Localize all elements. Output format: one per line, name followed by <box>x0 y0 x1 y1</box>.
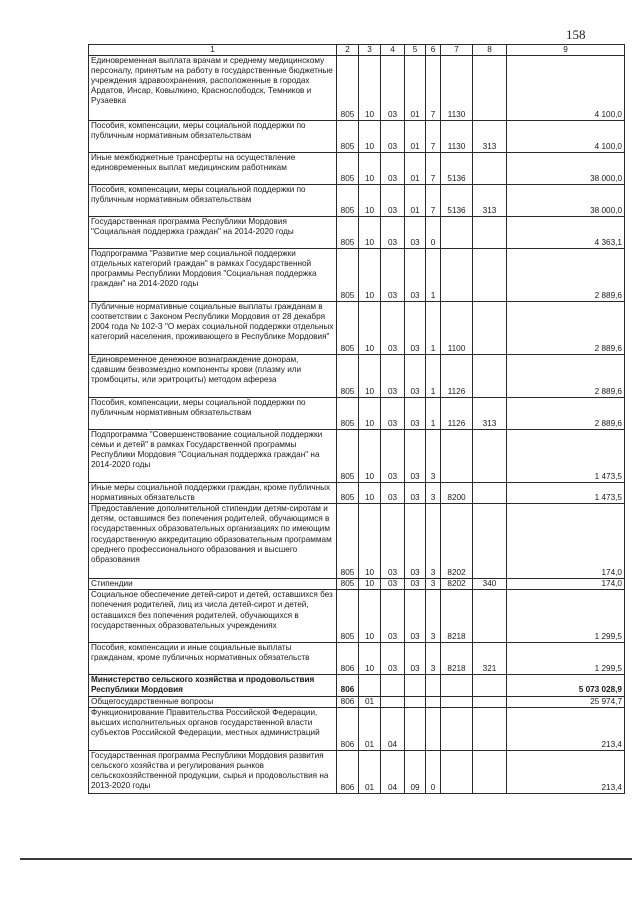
table-row <box>89 675 625 696</box>
subprogram-code-cell: 3 <box>426 483 441 504</box>
subsection-code-cell <box>381 696 405 707</box>
expense-type-code-cell <box>473 217 507 249</box>
subprogram-code-cell: 1 <box>426 398 441 430</box>
target-code-cell: 1130 <box>441 121 473 153</box>
subsection-code-cell: 04 <box>381 707 405 750</box>
table-row <box>89 217 625 249</box>
row-name-cell: Стипендии <box>89 579 337 590</box>
target-code-cell <box>441 750 473 793</box>
subprogram-code-cell: 7 <box>426 56 441 121</box>
subsection-code-cell: 03 <box>381 398 405 430</box>
column-header: 8 <box>473 45 507 56</box>
row-name-cell: Пособия, компенсации, меры социальной поддержки по публичным нормативным обязательствам <box>89 185 337 217</box>
expense-type-code-cell <box>473 302 507 355</box>
target-code-cell <box>441 675 473 696</box>
expense-type-code-cell <box>473 249 507 302</box>
admin-code-cell: 805 <box>337 121 359 153</box>
subprogram-code-cell: 0 <box>426 217 441 249</box>
program-code-cell <box>405 675 426 696</box>
amount-cell: 38 000,0 <box>507 153 625 185</box>
column-header: 1 <box>89 45 337 56</box>
admin-code-cell: 805 <box>337 217 359 249</box>
target-code-cell <box>441 707 473 750</box>
table-row <box>89 579 625 590</box>
subprogram-code-cell: 7 <box>426 185 441 217</box>
section-code-cell: 10 <box>359 217 381 249</box>
table-row <box>89 302 625 355</box>
program-code-cell: 03 <box>405 590 426 643</box>
admin-code-cell: 806 <box>337 643 359 675</box>
subprogram-code-cell: 3 <box>426 643 441 675</box>
amount-cell: 38 000,0 <box>507 185 625 217</box>
section-code-cell: 10 <box>359 504 381 579</box>
row-name-cell: Пособия, компенсации, меры социальной поддержки по публичным нормативным обязательствам <box>89 398 337 430</box>
target-code-cell <box>441 217 473 249</box>
row-name-cell: Пособия, компенсации, меры социальной поддержки по публичным нормативным обязательствам <box>89 121 337 153</box>
subprogram-code-cell <box>426 675 441 696</box>
row-name-cell: Подпрограмма "Совершенствование социальной поддержки семьи и детей" в рамках Государственной программы Республики Мордовия "Социальная поддержка граждан" на 2014-2020 годы <box>89 430 337 483</box>
subsection-code-cell: 03 <box>381 121 405 153</box>
table-row <box>89 153 625 185</box>
admin-code-cell: 806 <box>337 696 359 707</box>
program-code-cell: 01 <box>405 121 426 153</box>
row-name-cell: Государственная программа Республики Мордовия развития сельского хозяйства и регулирования рынков сельскохозяйственной продукции, сырья и продовольствия на 2013-2020 годы <box>89 750 337 793</box>
target-code-cell <box>441 696 473 707</box>
program-code-cell: 03 <box>405 430 426 483</box>
row-name-cell: Единовременное денежное вознаграждение донорам, сдавшим безвозмездно компоненты крови (плазму или тромбоциты, или эритроциты) методом афереза <box>89 355 337 398</box>
program-code-cell: 03 <box>405 643 426 675</box>
subprogram-code-cell: 1 <box>426 302 441 355</box>
amount-cell: 5 073 028,9 <box>507 675 625 696</box>
subprogram-code-cell: 7 <box>426 121 441 153</box>
expense-type-code-cell <box>473 696 507 707</box>
program-code-cell: 03 <box>405 483 426 504</box>
section-code-cell: 10 <box>359 355 381 398</box>
target-code-cell: 8202 <box>441 579 473 590</box>
target-code-cell: 1126 <box>441 355 473 398</box>
expense-type-code-cell <box>473 483 507 504</box>
program-code-cell: 01 <box>405 153 426 185</box>
program-code-cell: 01 <box>405 56 426 121</box>
subsection-code-cell: 04 <box>381 750 405 793</box>
admin-code-cell: 805 <box>337 430 359 483</box>
subsection-code-cell <box>381 675 405 696</box>
column-header: 3 <box>359 45 381 56</box>
program-code-cell: 09 <box>405 750 426 793</box>
section-code-cell: 10 <box>359 430 381 483</box>
program-code-cell: 01 <box>405 185 426 217</box>
table-row <box>89 185 625 217</box>
table-row <box>89 56 625 121</box>
section-code-cell: 10 <box>359 590 381 643</box>
expense-type-code-cell: 321 <box>473 643 507 675</box>
target-code-cell: 8200 <box>441 483 473 504</box>
amount-cell: 2 889,6 <box>507 398 625 430</box>
target-code-cell <box>441 430 473 483</box>
subsection-code-cell: 03 <box>381 355 405 398</box>
table-body <box>89 56 625 794</box>
section-code-cell: 10 <box>359 121 381 153</box>
target-code-cell: 5136 <box>441 153 473 185</box>
subsection-code-cell: 03 <box>381 590 405 643</box>
admin-code-cell: 805 <box>337 579 359 590</box>
expense-type-code-cell: 313 <box>473 121 507 153</box>
table-row <box>89 590 625 643</box>
program-code-cell <box>405 707 426 750</box>
section-code-cell: 01 <box>359 707 381 750</box>
table-row <box>89 398 625 430</box>
subsection-code-cell: 03 <box>381 483 405 504</box>
section-code-cell: 10 <box>359 249 381 302</box>
program-code-cell: 03 <box>405 302 426 355</box>
admin-code-cell: 805 <box>337 398 359 430</box>
subprogram-code-cell: 3 <box>426 504 441 579</box>
target-code-cell: 1130 <box>441 56 473 121</box>
column-header: 2 <box>337 45 359 56</box>
row-name-cell: Пособия, компенсации и иные социальные выплаты гражданам, кроме публичных нормативных обязательств <box>89 643 337 675</box>
row-name-cell: Общегосударственные вопросы <box>89 696 337 707</box>
expense-type-code-cell: 313 <box>473 398 507 430</box>
expense-type-code-cell <box>473 355 507 398</box>
row-name-cell: Иные меры социальной поддержки граждан, кроме публичных нормативных обязательств <box>89 483 337 504</box>
admin-code-cell: 806 <box>337 707 359 750</box>
table-row <box>89 483 625 504</box>
column-header: 6 <box>426 45 441 56</box>
expense-type-code-cell <box>473 750 507 793</box>
expense-type-code-cell <box>473 153 507 185</box>
admin-code-cell: 805 <box>337 504 359 579</box>
subprogram-code-cell: 7 <box>426 153 441 185</box>
program-code-cell: 03 <box>405 355 426 398</box>
row-name-cell: Подпрограмма "Развитие мер социальной поддержки отдельных категорий граждан" в рамках Государственной программы Республики Мордовия "Социальная поддержка граждан" на 2014-2020 годы <box>89 249 337 302</box>
page-number: 158 <box>566 27 586 42</box>
table-row <box>89 750 625 793</box>
target-code-cell: 5136 <box>441 185 473 217</box>
subsection-code-cell: 03 <box>381 504 405 579</box>
subprogram-code-cell <box>426 707 441 750</box>
section-code-cell: 10 <box>359 579 381 590</box>
program-code-cell: 03 <box>405 579 426 590</box>
amount-cell: 2 889,6 <box>507 355 625 398</box>
admin-code-cell: 806 <box>337 750 359 793</box>
program-code-cell: 03 <box>405 217 426 249</box>
subsection-code-cell: 03 <box>381 56 405 121</box>
program-code-cell: 03 <box>405 504 426 579</box>
amount-cell: 4 363,1 <box>507 217 625 249</box>
admin-code-cell: 805 <box>337 153 359 185</box>
row-name-cell: Социальное обеспечение детей-сирот и детей, оставшихся без попечения родителей, лиц из числа детей-сирот и детей, оставшихся без попечения родителей, обучающихся в государственных образовательных учреждениях <box>89 590 337 643</box>
admin-code-cell: 806 <box>337 675 359 696</box>
amount-cell: 174,0 <box>507 579 625 590</box>
table-row <box>89 707 625 750</box>
amount-cell: 1 473,5 <box>507 483 625 504</box>
section-code-cell: 10 <box>359 483 381 504</box>
subsection-code-cell: 03 <box>381 249 405 302</box>
table-row <box>89 355 625 398</box>
expense-type-code-cell <box>473 430 507 483</box>
target-code-cell <box>441 249 473 302</box>
expense-type-code-cell <box>473 707 507 750</box>
admin-code-cell: 805 <box>337 483 359 504</box>
target-code-cell: 1100 <box>441 302 473 355</box>
row-name-cell: Единовременная выплата врачам и среднему медицинскому персоналу, принятым на работу в государственные бюджетные учреждения здравоохранения, расположенные в городах Ардатов, Инсар, Ковылкино, Краснослободск, Темников и Рузаевка <box>89 56 337 121</box>
table-row <box>89 430 625 483</box>
section-code-cell <box>359 675 381 696</box>
subprogram-code-cell: 3 <box>426 579 441 590</box>
row-name-cell: Государственная программа Республики Мордовия "Социальная поддержка граждан" на 2014-2020 годы <box>89 217 337 249</box>
subsection-code-cell: 03 <box>381 430 405 483</box>
page-bottom-rule <box>20 858 632 860</box>
column-header: 7 <box>441 45 473 56</box>
subsection-code-cell: 03 <box>381 643 405 675</box>
row-name-cell: Функционирование Правительства Российской Федерации, высших исполнительных органов государственной власти субъектов Российской Федерации, местных администраций <box>89 707 337 750</box>
section-code-cell: 10 <box>359 185 381 217</box>
column-header: 5 <box>405 45 426 56</box>
row-name-cell: Предоставление дополнительной стипендии детям-сиротам и детям, оставшимся без попечения родителей, обучающимся в государственных образовательных организациях по имеющим государственную аккредитацию образовательным программам среднего профессионального образования и высшего образования <box>89 504 337 579</box>
amount-cell: 4 100,0 <box>507 56 625 121</box>
subprogram-code-cell: 0 <box>426 750 441 793</box>
program-code-cell: 03 <box>405 398 426 430</box>
table-row <box>89 121 625 153</box>
row-name-cell: Министерство сельского хозяйства и продовольствия Республики Мордовия <box>89 675 337 696</box>
amount-cell: 213,4 <box>507 750 625 793</box>
section-code-cell: 10 <box>359 643 381 675</box>
expense-type-code-cell <box>473 504 507 579</box>
subsection-code-cell: 03 <box>381 579 405 590</box>
amount-cell: 213,4 <box>507 707 625 750</box>
expense-type-code-cell <box>473 56 507 121</box>
target-code-cell: 8218 <box>441 643 473 675</box>
section-code-cell: 10 <box>359 56 381 121</box>
expense-type-code-cell: 340 <box>473 579 507 590</box>
row-name-cell: Публичные нормативные социальные выплаты гражданам в соответствии с Законом Республики Мордовия от 28 декабря 2004 года № 102-З "О мерах социальной поддержки отдельных категорий населения, проживающего в Республике Мордовия" <box>89 302 337 355</box>
subprogram-code-cell: 1 <box>426 249 441 302</box>
target-code-cell: 8218 <box>441 590 473 643</box>
program-code-cell <box>405 696 426 707</box>
subsection-code-cell: 03 <box>381 217 405 249</box>
amount-cell: 174,0 <box>507 504 625 579</box>
section-code-cell: 10 <box>359 398 381 430</box>
target-code-cell: 1126 <box>441 398 473 430</box>
admin-code-cell: 805 <box>337 249 359 302</box>
admin-code-cell: 805 <box>337 590 359 643</box>
subprogram-code-cell: 1 <box>426 355 441 398</box>
admin-code-cell: 805 <box>337 56 359 121</box>
expense-type-code-cell: 313 <box>473 185 507 217</box>
subprogram-code-cell: 3 <box>426 590 441 643</box>
admin-code-cell: 805 <box>337 355 359 398</box>
table-row <box>89 643 625 675</box>
subprogram-code-cell <box>426 696 441 707</box>
amount-cell: 1 473,5 <box>507 430 625 483</box>
section-code-cell: 10 <box>359 302 381 355</box>
subprogram-code-cell: 3 <box>426 430 441 483</box>
subsection-code-cell: 03 <box>381 185 405 217</box>
column-header: 4 <box>381 45 405 56</box>
expense-type-code-cell <box>473 590 507 643</box>
table-row <box>89 696 625 707</box>
program-code-cell: 03 <box>405 249 426 302</box>
amount-cell: 1 299,5 <box>507 590 625 643</box>
row-name-cell: Иные межбюджетные трансферты на осуществление единовременных выплат медицинским работникам <box>89 153 337 185</box>
table-row <box>89 504 625 579</box>
section-code-cell: 10 <box>359 153 381 185</box>
amount-cell: 25 974,7 <box>507 696 625 707</box>
amount-cell: 1 299,5 <box>507 643 625 675</box>
budget-table <box>88 44 625 794</box>
header-row <box>89 45 625 56</box>
section-code-cell: 01 <box>359 696 381 707</box>
expense-type-code-cell <box>473 675 507 696</box>
table-row <box>89 249 625 302</box>
column-header: 9 <box>507 45 625 56</box>
amount-cell: 2 889,6 <box>507 302 625 355</box>
amount-cell: 4 100,0 <box>507 121 625 153</box>
subsection-code-cell: 03 <box>381 153 405 185</box>
target-code-cell: 8202 <box>441 504 473 579</box>
admin-code-cell: 805 <box>337 185 359 217</box>
admin-code-cell: 805 <box>337 302 359 355</box>
subsection-code-cell: 03 <box>381 302 405 355</box>
amount-cell: 2 889,6 <box>507 249 625 302</box>
section-code-cell: 01 <box>359 750 381 793</box>
